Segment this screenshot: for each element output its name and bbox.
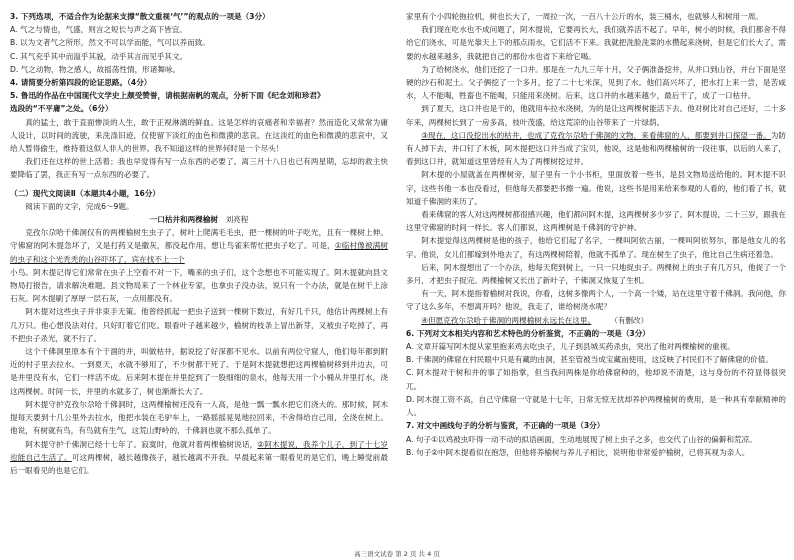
story-paragraph-14: 阿木提觉得这两棵树是他的孩子，他给它们起了名字，一棵叫阿依古丽，一棵叫阿依努尔，都是他女儿的名字。他说，女儿们都嫁到外地去了，有这两棵树陪着，他就不孤单了。现在树生了虫子，他比自己生病还着急。 bbox=[406, 236, 786, 259]
underlined-sentence-3: ③现在，这口没挖出水的枯井，也成了克孜尔尕哈千佛洞的文物，来看佛窟的人，都要到井口探望一番。 bbox=[421, 130, 771, 140]
option-3c: C. 其气充乎其中而溢乎其貌，动乎其言而见乎其文。 bbox=[10, 51, 188, 61]
story-paragraph-11-text: 为防有人掉下去，井口钉了木板，阿木提把这口井当成了宝贝，他说，这是他和两棵榆树的一段往事，以后的人来了，看到这口井，就知道这里曾经有人为了两棵树挖过井。 bbox=[406, 130, 786, 167]
story-paragraph-6-end: 可这两棵树，越长越像孩子，越长越离不开我。早晨起来第一眼看见的是它们，晚上睡觉前最后一眼看见的也是它们。 bbox=[10, 452, 388, 475]
option-7a: A. 句子①以鸡被虫吓得一动不动的拟语画面，生动地展现了树上虫子之多，也交代了山谷的偏僻和荒凉。 bbox=[406, 434, 757, 444]
question-3-title: 3. 下列选项，不适合作为论据来支撑“散文重视‘气’”的观点的一项是（3分） bbox=[10, 12, 270, 21]
story-paragraph-10: 到了夏天，这口井也是干的，他就用车拉水浇树，为的是让这两棵树能活下去。他对树比对自己还好，二十多年来，两棵树长到了一房多高，枝叶茂盛，给这荒凉的山谷带来了一片绿荫。 bbox=[406, 104, 786, 127]
q5-passage-2: 我们还在这样的世上活着；我也早觉得有写一点东西的必要了。离三月十八日也已有两星期，忘却的救主快要降临了罢，我正有写一点东西的必要了。 bbox=[10, 157, 388, 180]
section-2-instructions: 阅读下面的文字，完成6～9题。 bbox=[25, 201, 134, 211]
story-paragraph-3: 阿木提对这些虫子并非束手无策。他曾经抓起一把虫子送到一棵树下数过，有好几千只，他估计两棵树上有几万只。他心想没法对付，只好盯着它们吃。眼看叶子越来越少，榆树的枝条上冒出新芽，又被虫子吃掉了，再不把虫子杀光，就不行了。 bbox=[10, 307, 388, 343]
option-7b: B. 句子②中阿木提看似在抱怨，但他将养榆树与养儿子相比，说明他非常爱护榆树，已将其视为亲人。 bbox=[406, 447, 750, 457]
question-7-title: 7. 对文中画线句子的分析与鉴赏，不正确的一项是（3分） bbox=[406, 421, 605, 431]
right-column bbox=[406, 10, 786, 548]
story-title: 一口枯井和两棵榆树 bbox=[149, 215, 218, 225]
left-column bbox=[10, 10, 388, 548]
story-paragraph-8: 我们现在吃水也不成问题了，阿木提说，它要再长大，我们就养活不起了。早年，树小的时候，我们都舍不得给它们浇水，可是光靠天上下的那点雨水，它们活不下来。我就把洗脸洗菜的水攒起来浇树，但是它们长大了，需要的水越来越多，我就把自己的那份水也省下来给它喝。 bbox=[406, 25, 786, 61]
option-3a: A. 气之与情也，气盛，则言之短长与声之高下皆宜。 bbox=[10, 25, 187, 35]
story-paragraph-2: 小鸟。阿木提记得它们常常在虫子上空看不对一下，嘴来的虫子们，这个念想也不可能实现了。阿木提就向县文物局打报告，请求解决难题。县文物局来了一个林业专家，也拿虫子没办法，说只有一个办法，就是在树干上涂石灰。阿木提刷了厚厚一层石灰，一点用都没有。 bbox=[10, 267, 388, 304]
story-ending-line bbox=[406, 314, 786, 327]
story-paragraph-5: 阿木提守护克孜尔尕哈千佛洞时，这两棵榆树还没有一人高，是他一瓢一瓢水把它们浇大的。那时候，阿木提每天要到十几公里外去拉水，他把水装在毛驴车上，一路摇摇晃晃地拉回来，不舍得给自己用，全浇在树上。他说，有树就有鸟，有鸟就有生气，这荒山野岭的，千佛洞也就不那么孤单了。 bbox=[10, 399, 388, 436]
story-paragraph-16: 有一天，阿木提指着榆树对我说，你看，这树多像两个人，一个高一个矮，站在这里守着千佛洞。我问他，你守了这么多年，不想离开吗？他说，我走了，谁给树浇水呢？ bbox=[406, 289, 786, 312]
story-paragraph-13: 看来佛窟的客人对这两棵树都很感兴趣，他们都问阿木提，这两棵树多少岁了。阿木提说，二十三岁，跟我在这里守佛窟的时间一样长。客人们都说，这两棵树是千佛洞的守护神。 bbox=[406, 210, 786, 233]
option-6d: D. 阿木提工资不高，自己守佛窟一守就是十七年，日常无惊无扰却养护两棵榆树的费用，是一种具有奉献精神的人。 bbox=[406, 394, 786, 418]
story-paragraph-11 bbox=[406, 129, 786, 169]
story-paragraph-1-text: 克孜尔尕哈千佛洞仅有的两棵榆树生虫子了，树叶上爬满毛毛虫，把一棵树的叶子吃光，且有一棵树上伸。守佛窟的阿木提急坏了，又是打药又是撒灰，都没起作用。想让鸟雀来帮忙把虫子吃了。可是， bbox=[10, 228, 388, 251]
underlined-sentence-4: ④但愿克孜尔尕哈千佛洞的两棵榆树永远长在这里。 bbox=[421, 315, 592, 325]
story-paragraph-6-text: 阿木提守护千佛洞已经十七年了。寂寞时，他就对着两棵榆树说话， bbox=[25, 439, 258, 449]
underlined-sentence-2: ②阿木提说，我养个儿子，到了十七岁也能自己生活了。 bbox=[10, 439, 388, 462]
option-6a: A. 文章开篇写阿木提从家里抱来鸡去吃虫子，儿子到县城买药杀虫，突出了他对两棵榆树的重视。 bbox=[406, 342, 735, 352]
q5-passage-1: 真的猛士，敢于直面惨淡的人生，敢于正视淋漓的鲜血。这是怎样的哀痛者和幸福者？然而造化又常常为庸人设计，以时间的流驶，来洗涤旧迹，仅使留下淡红的血色和微漠的悲哀。在这淡红的血色和微漠的悲哀中，又给人暂得偷生，维持着这似人非人的世界。我不知道这样的世界何时是一个尽头！ bbox=[10, 117, 388, 154]
question-6-title: 6. 下列对文本相关内容和艺术特色的分析鉴赏，不正确的一项是（3分） bbox=[406, 328, 650, 338]
question-5-line-1: 5. 鲁迅的作品在中国现代文学史上颇受赞誉，请根据南帆的观点，分析下面《纪念刘和珍君》 bbox=[10, 91, 325, 101]
option-6c: C. 阿木提对于树和井的事了如指掌，但当我问两株是你给佛窟种的，他却说不清楚，这与身份的不符显得很突兀。 bbox=[406, 368, 786, 391]
story-author: 刘亮程 bbox=[225, 215, 249, 225]
story-paragraph-6 bbox=[10, 438, 388, 478]
section-2-heading: （二）现代文阅读Ⅱ（本题共4小题，16分） bbox=[10, 188, 160, 198]
option-3d: D. 气之动物，物之感人，故摇荡性情，形诸舞咏。 bbox=[10, 64, 181, 74]
story-paragraph-1 bbox=[10, 226, 388, 266]
question-4: 4. 请简要分析第四段的论证思路。（4分） bbox=[10, 78, 152, 88]
story-paragraph-12: 阿木提的小屋就盖在两棵树旁，屋子里有一个小书柜，里面放着一些书，是县文物局送给他的。阿木提不识字，这些书他一本也没看过，但他每天都要把书擦一遍。他说，这些书是用来给来参观的人看的，他们看了书，就知道千佛洞的来历了。 bbox=[406, 170, 786, 206]
page-footer: 高三语文试卷 第 2 页 共 4 页 bbox=[354, 550, 440, 558]
story-paragraph-9: 为了给树浇水，他们还挖了一口井。那是在一九九三年十月，父子俩准备挖井，从井口到山谷，井台下面是坚硬的沙石和泥土。父子俩挖了一个多月，挖了二十七米深，见到了水。他们高兴坏了，把水打上来一尝，是苦咸水，人不能喝，牲畜也不能喝，只能用来浇树。后来，这口井的水越来越少，最后干了，成了一口枯井。 bbox=[406, 64, 786, 101]
option-6b: B. 千佛洞的佛窟在村民眼中只是有藏的由洞，甚至管被当成宝藏而使用，这反映了村民们不了解佛窟的价值。 bbox=[406, 355, 773, 365]
underlined-sentence-1: ①临村像被满树的虫子和这个光秃秃的山谷吓坏了，宾在找不上一个 bbox=[10, 241, 388, 264]
source-note: （有删改） bbox=[614, 315, 649, 325]
story-paragraph-7: 家里有个小四轮拖拉机，树也长大了，一周拉一次，一百八十公斤的水，装三桶水，也就够人和树用一周。 bbox=[406, 12, 763, 21]
question-5-line-2: 选段的“不平庸”之处。（6分） bbox=[10, 104, 113, 114]
option-3b: B. 以为文者气之所形，然文不可以学而能，气可以养而致。 bbox=[10, 38, 210, 48]
story-paragraph-4: 这个千佛洞里原本有个干涸的井，叫做枯井，据说挖了好深都不见水。以前有两位守窟人，他们每年都到附近的村子里去拉水。一到夏天，水就不够用了，不少树都干死了。于是阿木提就想把这两棵榆树移到井边去，可是井里没有水，它们一样活不成。后来阿木提在井里挖到了一股细细的泉水，他每天用一个小桶从井里打水，浇这两棵树。时间一长，井里的水就多了，树也渐渐长大了。 bbox=[10, 347, 388, 396]
story-title-line bbox=[10, 213, 388, 226]
story-paragraph-15: 后来，阿木提想出了一个办法，他每天爬到树上，一只一只地捉虫子。两棵树上的虫子有几万只，他捉了一个多月，才把虫子捉完。两棵榆树又长出了新叶子，千佛洞又恢复了生机。 bbox=[406, 262, 786, 286]
